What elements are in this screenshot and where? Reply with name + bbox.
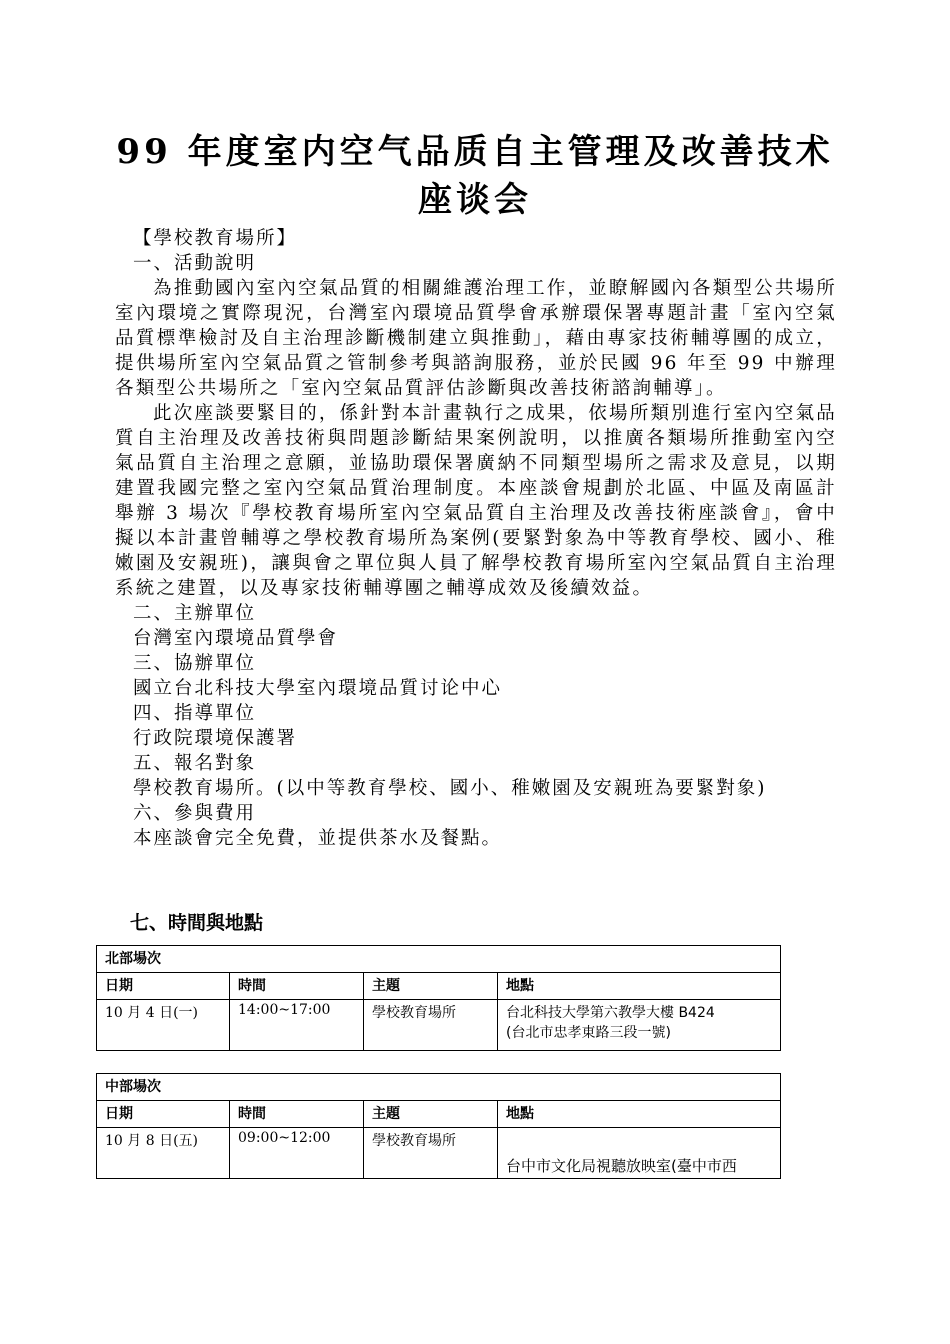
section-heading-organizer: 二、主辦單位	[133, 603, 257, 624]
table-row	[97, 1000, 781, 1051]
header-topic: 主題	[364, 1101, 498, 1128]
document-title: 99 年度室内空气品质自主管理及改善技术座谈会	[116, 132, 834, 220]
table-header-row	[97, 1101, 781, 1128]
activity-paragraph-2: 此次座談要緊目的，係針對本計畫執行之成果，依場所類別進行室內空氣品質自主治理及改善技術與問題診斷結果案例說明，以推廣各類場所推動室內空氣品質自主治理之意願，並協助環保署廣納不同類型場所之需求及意見，以期建置我國完整之室內空氣品質治理制度。本座談會規劃於北區、中區及南區計舉辦 3 場次『學校教育場所室內空氣品質自主治理及改善技術座談會』，會中擬以本計畫曾輔導之學校教育場所為案例(要緊對象為中等教育學校、國小、稚嫩園及安親班)，讓與會之單位與人員了解學校教育場所室內空氣品質自主治理系統之建置，以及專家技術輔導團之輔導成效及後續效益。	[115, 403, 837, 599]
section-tag: 【學校教育場所】	[133, 228, 298, 249]
table-header-row	[97, 973, 781, 1000]
central-topic: 學校教育場所	[364, 1128, 498, 1179]
supervisor-value: 行政院環境保護署	[133, 728, 298, 749]
table-row	[97, 1128, 781, 1179]
north-location-line2: (台北市忠孝東路三段一號)	[506, 1025, 671, 1041]
section-heading-time-place: 七、時間與地點	[130, 912, 264, 934]
north-topic: 學校教育場所	[364, 1000, 498, 1051]
organizer-value: 台灣室內環境品質學會	[133, 628, 339, 649]
north-location	[498, 1000, 781, 1051]
table-title-row	[97, 946, 781, 973]
document-body	[115, 226, 837, 851]
activity-paragraph-1: 為推動國內室內空氣品質的相關維護治理工作，並瞭解國內各類型公共場所室內環境之實際現況，台灣室內環境品質學會承辦環保署專題計畫「室內空氣品質標準檢討及自主治理診斷機制建立與推動」，藉由專家技術輔導團的成立，提供場所室內空氣品質之管制參考與諮詢服務，並於民國 96 年至 99 中辦理各類型公共場所之「室內空氣品質評估診斷與改善技術諮詢輔導」。	[115, 278, 837, 399]
north-session-table	[96, 945, 781, 1051]
fee-value: 本座談會完全免費，並提供茶水及餐點。	[133, 828, 503, 849]
north-location-line1: 台北科技大學第六教學大樓 B424	[506, 1005, 715, 1021]
header-location: 地點	[498, 973, 781, 1000]
section-heading-audience: 五、報名對象	[133, 753, 257, 774]
central-time: 09:00~12:00	[230, 1128, 364, 1179]
central-session-title: 中部場次	[97, 1074, 781, 1101]
co-organizer-value: 國立台北科技大學室內環境品質讨论中心	[133, 678, 503, 699]
section-heading-co-organizer: 三、協辦單位	[133, 653, 257, 674]
central-location: 台中市文化局視聽放映室(臺中市西	[498, 1128, 781, 1179]
header-topic: 主題	[364, 973, 498, 1000]
north-time: 14:00~17:00	[230, 1000, 364, 1051]
header-time: 時間	[230, 1101, 364, 1128]
central-date: 10 月 8 日(五)	[97, 1128, 230, 1179]
north-session-title: 北部場次	[97, 946, 781, 973]
header-location: 地點	[498, 1101, 781, 1128]
audience-value: 學校教育場所。(以中等教育學校、國小、稚嫩園及安親班為要緊對象)	[133, 778, 767, 799]
section-heading-activity: 一、活動說明	[133, 253, 257, 274]
header-date: 日期	[97, 1101, 230, 1128]
section-heading-fee: 六、參與費用	[133, 803, 257, 824]
north-date: 10 月 4 日(一)	[97, 1000, 230, 1051]
section-heading-supervisor: 四、指導單位	[133, 703, 257, 724]
central-session-table	[96, 1073, 781, 1179]
header-time: 時間	[230, 973, 364, 1000]
table-title-row	[97, 1074, 781, 1101]
header-date: 日期	[97, 973, 230, 1000]
